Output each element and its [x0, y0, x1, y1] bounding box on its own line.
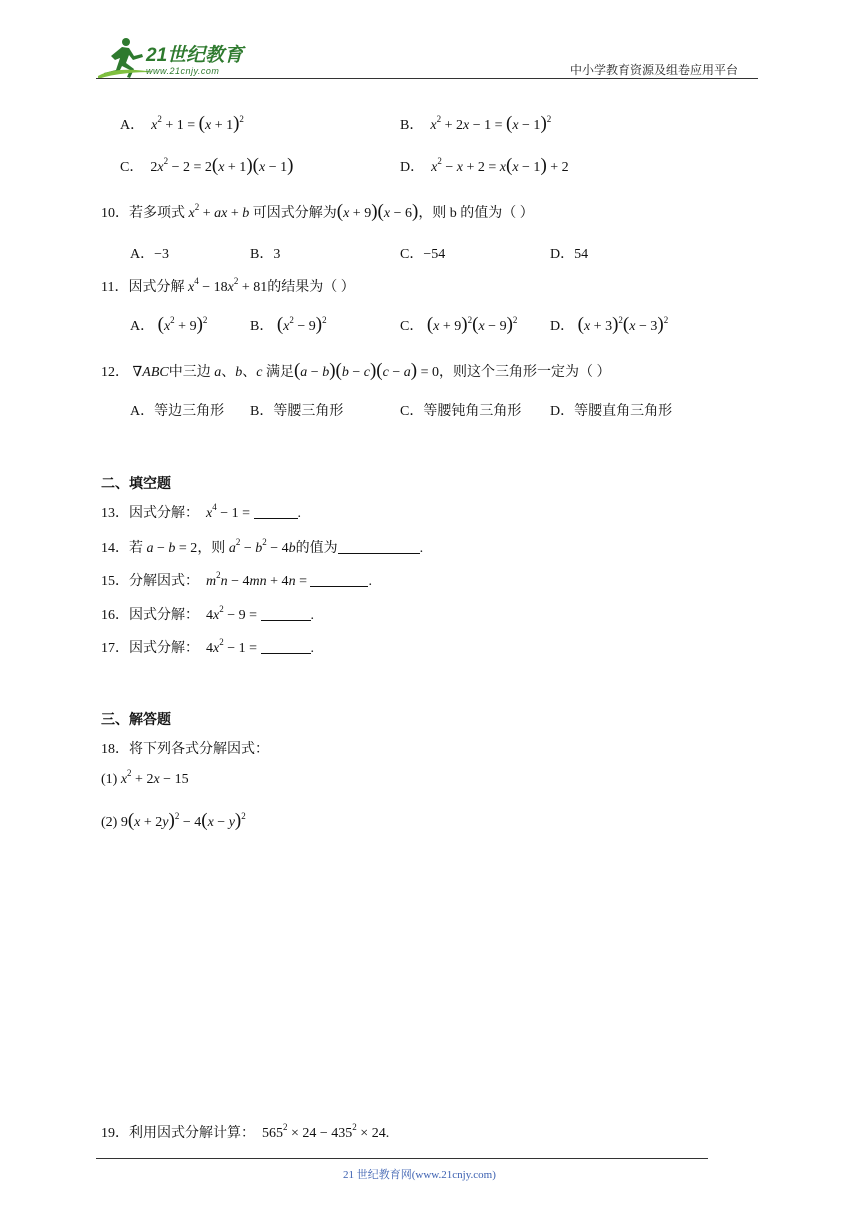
math-expression: (x + 9)(x − 6) [336, 201, 419, 222]
question-13: 13．因式分解： $x^4 - 1$ = . [101, 502, 302, 521]
option-c: C． $2x^2 - 2 = 2(x + 1)(x - 1)$ [120, 155, 294, 176]
answer-blank[interactable] [338, 541, 420, 554]
option-b: B． $x^2 + 2x - 1 = (x - 1)^2$ [400, 113, 552, 134]
question-18-part-1: (1) $x^2 + 2x - 15$ [101, 768, 189, 787]
option-a: A． $(x^2 + 9)^2$ [130, 314, 208, 335]
logo [96, 36, 256, 80]
question-14: 14．若 a − b = 2，则 $a^2 - b^2 - 4b$的值为 . [101, 537, 424, 556]
question-stem: 12． ∇ABC中三边 a、b、c 满足(a − b)(b − c)(c − a) = 0，则这个三角形一定为（ ） [101, 360, 611, 381]
question-15: 15．分解因式： $m^2n - 4mn + 4n$ = . [101, 570, 372, 589]
option-a: A．−3 [130, 247, 170, 262]
math-expression: $(x + 3)^2(x - 3)^2$ [577, 314, 669, 335]
math-expression: ∇ABC [132, 365, 169, 380]
math-expression: $4x^2 - 1$ = [206, 637, 261, 656]
option-d: D． $(x + 3)^2(x - 3)^2$ [550, 314, 669, 335]
math-expression: $x^2 + 2x - 1 = (x - 1)^2$ [430, 113, 552, 134]
option-c: C．−54 [400, 247, 446, 262]
option-d: D．54 [550, 247, 589, 262]
math-expression: $(x^2 + 9)^2$ [157, 314, 208, 335]
section-title: 二、填空题 [101, 476, 171, 492]
math-expression: $(x + 9)^2(x - 9)^2$ [426, 314, 518, 335]
math-expression: $x^2 + 1 = (x + 1)^2$ [151, 113, 244, 134]
option-c: C． $(x + 9)^2(x - 9)^2$ [400, 314, 518, 335]
math-expression: $x^2 + 2x - 15$ [120, 768, 189, 787]
math-expression: a、b、c [214, 365, 263, 380]
question-17: 17．因式分解： $4x^2 - 1$ = . [101, 637, 315, 656]
header-slogan: 中小学教育资源及组卷应用平台 [570, 63, 739, 77]
math-expression: $(x^2 - 9)^2$ [276, 314, 327, 335]
option-d: D． $x^2 - x + 2 = x(x - 1) + 2$ [400, 155, 569, 176]
math-expression: $x^2$ + ax + b [188, 202, 250, 221]
footer-divider [96, 1158, 708, 1159]
logo-url-text: www.21cnjy.com [146, 66, 220, 76]
math-expression: $x^4 - 18x^2 + 81$ [187, 276, 268, 295]
answer-blank[interactable] [261, 608, 311, 621]
math-expression: a − b = 2 [146, 541, 198, 556]
question-16: 16．因式分解： $4x^2 - 9$ = . [101, 604, 315, 623]
header-divider [96, 78, 758, 79]
option-a: A． $x^2 + 1 = (x + 1)^2$ [120, 113, 244, 134]
question-stem: 10．若多项式 $x^2$ + ax + b 可因式分解为(x + 9)(x − 6)，则 b 的值为（ ） [101, 201, 534, 222]
math-expression: $4x^2 - 9$ = [206, 604, 261, 623]
math-expression: $a^2 - b^2 - 4b$ [228, 537, 296, 556]
logo-main-text: 21世纪教育 [146, 45, 244, 66]
question-18: 18．将下列各式分解因式： [101, 742, 269, 757]
option-c: C．等腰钝角三角形 [400, 404, 522, 419]
answer-blank[interactable] [261, 641, 311, 654]
answer-blank[interactable] [254, 506, 298, 519]
question-18-part-2: (2) $9(x + 2y)^2 - 4(x - y)^2$ [101, 810, 246, 831]
math-expression: (a − b)(b − c)(c − a) = 0 [293, 360, 439, 381]
math-expression: $565^2 \times 24 - 435^2 \times 24$ [262, 1122, 386, 1141]
math-expression: $m^2n - 4mn + 4n$ = [206, 570, 311, 589]
option-a: A．等边三角形 [130, 404, 225, 419]
math-expression: $x^2 - x + 2 = x(x - 1) + 2$ [431, 155, 569, 176]
option-b: B．3 [250, 247, 281, 262]
option-b: B．等腰三角形 [250, 404, 344, 419]
math-expression: $x^4 - 1$ = [206, 502, 254, 521]
answer-blank[interactable] [310, 574, 368, 587]
math-expression: $2x^2 - 2 = 2(x + 1)(x - 1)$ [150, 155, 294, 176]
option-b: B． $(x^2 - 9)^2$ [250, 314, 327, 335]
math-expression: $9(x + 2y)^2 - 4(x - y)^2$ [120, 810, 246, 831]
section-title: 三、解答题 [101, 712, 171, 728]
question-stem: 11．因式分解 $x^4 - 18x^2 + 81$的结果为（ ） [101, 276, 355, 295]
question-19: 19．利用因式分解计算： $565^2 \times 24 - 435^2 \times 24$. [101, 1122, 390, 1141]
footer-text: 21 世纪教育网(www.21cnjy.com) [343, 1169, 496, 1181]
option-d: D．等腰直角三角形 [550, 404, 673, 419]
